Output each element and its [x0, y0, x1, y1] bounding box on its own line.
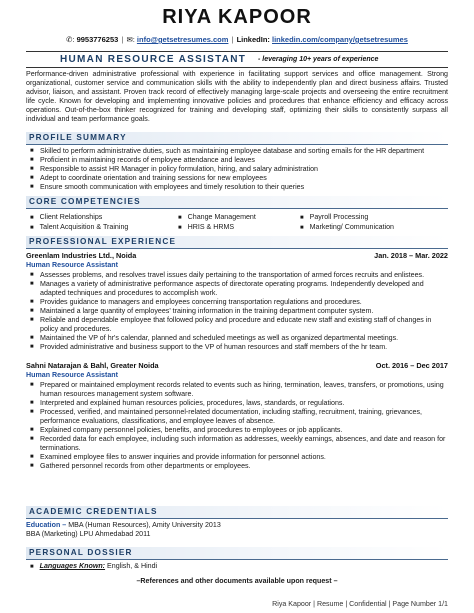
page-footer: Riya Kapoor | Resume | Confidential | Page Number 1/1: [272, 600, 448, 608]
section-underline: [26, 248, 448, 249]
education-line: Education – MBA (Human Resources), Amity University 2013: [26, 521, 221, 529]
list-item: ■ Reliable and dependable employee that followed policy and procedure and educate new staff and existing staff of changes in policy and procedures.: [30, 316, 432, 334]
section-underline: [26, 144, 448, 145]
job-header: [26, 251, 448, 260]
job-bullets: [26, 271, 448, 352]
bullet-icon: ■: [300, 215, 304, 221]
list-item: ■ Maintained a large quantity of employees' training information in the training department computer system.: [30, 307, 374, 316]
bullet-icon: ■: [30, 157, 34, 164]
list-item: ■ Recorded data for each employee, including such information as addresses, weekly earnings, absences, and date and reason for terminations.: [30, 435, 446, 453]
languages-line: [26, 562, 157, 570]
competency-item: ■ Client Relationships: [30, 213, 103, 221]
bullet-icon: ■: [30, 400, 34, 407]
section-profile-summary: [26, 132, 448, 144]
bullet-icon: ■: [30, 299, 34, 306]
languages-value: English, & Hindi: [107, 562, 158, 570]
bullet-icon: ■: [30, 463, 34, 470]
list-item: ■ Provided administrative and business support to the VP of human resources and staff members of the hr team.: [30, 343, 388, 352]
bullet-icon: ■: [30, 215, 34, 221]
education-line: BBA (Marketing) LPU Ahmedabad 2011: [26, 530, 151, 538]
section-core-competencies: [26, 196, 448, 208]
bullet-icon: ■: [30, 308, 34, 315]
job-title-subtitle: - leveraging 10+ years of experience: [258, 56, 379, 63]
bullet-icon: ■: [178, 225, 182, 231]
list-item: ■ Proficient in maintaining records of employee attendance and leaves: [30, 156, 255, 165]
section-title: CORE COMPETENCIES: [29, 197, 141, 206]
competency-item: ■ Talent Acquisition & Training: [30, 223, 129, 231]
bullet-icon: ■: [30, 335, 34, 342]
section-underline: [26, 559, 448, 560]
header-divider: [26, 51, 448, 52]
section-personal-dossier: [26, 547, 448, 559]
candidate-name: RIYA KAPOOR: [162, 6, 312, 28]
email-icon: ✉: [126, 35, 133, 44]
email-link[interactable]: info@getsetresumes.com: [136, 35, 229, 44]
headline: [26, 54, 448, 68]
section-title: PROFESSIONAL EXPERIENCE: [29, 237, 177, 246]
bullet-icon: ■: [30, 317, 34, 324]
phone-number: 9953776253: [76, 35, 119, 44]
bullet-icon: ■: [30, 436, 34, 443]
list-item: ■ Skilled to perform administrative duties, such as maintaining employee database and sorting emails for the HR department: [30, 147, 425, 155]
job-dates: Jan. 2018 – Mar. 2022: [374, 251, 448, 260]
company-name: Greenlam Industries Ltd., Noida: [26, 251, 137, 260]
section-academic-credentials: [26, 506, 448, 518]
list-item: ■ Processed, verified, and maintained personnel-related documentation, including staffing, recruitment, training, grievances, performance evaluations, classifications, and employee leaves of absence.: [30, 408, 422, 426]
section-underline: [26, 208, 448, 209]
bullet-icon: ■: [300, 225, 304, 231]
list-item: ■ Ensure smooth communication with employees and timely resolution to their queries: [30, 183, 305, 192]
list-item: ■ Adept to coordinate orientation and training sessions for new employees: [30, 174, 267, 183]
bullet-icon: ■: [30, 175, 34, 182]
colon: :: [132, 35, 137, 44]
bullet-icon: ■: [30, 344, 34, 351]
section-professional-experience: [26, 236, 448, 248]
list-item: ■ Responsible to assist HR Manager in policy formulation, hiring, and salary administration: [30, 165, 318, 174]
list-item: ■ Interpreted and explained human resources policies, procedures, laws, standards, or regulations.: [30, 399, 345, 408]
competency-item: ■ Change Management: [178, 213, 256, 221]
languages-label: Languages Known:: [39, 562, 106, 570]
bullet-icon: ■: [30, 281, 34, 288]
list-item: ■ Gathered personnel records from other departments or employees.: [30, 462, 251, 471]
bullet-icon: ■: [30, 225, 34, 231]
bullet-icon: ■: [30, 166, 34, 173]
job-bullets: [26, 381, 448, 471]
colon: :: [72, 35, 77, 44]
references-note: –References and other documents available upon request –: [136, 577, 338, 585]
competency-item: ■ Marketing/ Communication: [300, 223, 394, 231]
section-title: ACADEMIC CREDENTIALS: [29, 507, 158, 516]
bullet-icon: ■: [30, 382, 34, 388]
job-title: HUMAN RESOURCE ASSISTANT: [60, 54, 247, 65]
section-underline: [26, 518, 448, 519]
linkedin-label: LinkedIn:: [236, 35, 270, 44]
list-item: ■ Prepared or maintained employment records related to events such as hiring, termination, leaves, transfers, or promotions, using human resources management system software.: [30, 381, 444, 399]
list-item: ■ Examined employee files to answer inquiries and provide information for personnel actions.: [30, 453, 326, 462]
job-dates: Oct. 2016 – Dec 2017: [375, 361, 448, 370]
contact-line: [0, 35, 474, 44]
company-name: Sahni Natarajan & Bahl, Greater Noida: [26, 361, 159, 370]
bullet-icon: ■: [30, 148, 34, 154]
bullet-icon: ■: [178, 215, 182, 221]
list-item: ■ Manages a variety of administrative performance aspects of directorate operating programs. Independently developed and adapted techniques and procedures to accomplish work.: [30, 280, 424, 298]
list-item: ■ Provides guidance to managers and employees concerning transportation regulations and procedures.: [30, 298, 362, 307]
job-role: Human Resource Assistant: [26, 371, 118, 379]
phone-icon: ✆: [66, 35, 73, 44]
linkedin-link[interactable]: linkedin.com/company/getsetresumes: [272, 35, 408, 44]
bullet-icon: ■: [30, 272, 34, 278]
list-item: ■ Maintained the VP of hr's calendar, planned and scheduled meetings as well as organized departmental meetings.: [30, 334, 399, 343]
list-item: ■ Assesses problems, and resolves travel issues daily pertaining to the transportation of armed forces recruits and enlistees.: [30, 271, 425, 279]
job-role: Human Resource Assistant: [26, 261, 118, 269]
education-label: Education –: [26, 521, 67, 529]
divider: |: [121, 35, 124, 44]
bullet-icon: ■: [30, 564, 34, 570]
section-title: PROFILE SUMMARY: [29, 133, 127, 142]
bullet-icon: ■: [30, 184, 34, 191]
education-block: [26, 521, 221, 539]
list-item: ■ Explained company personnel policies, benefits, and procedures to employees or job applicants.: [30, 426, 343, 435]
bullet-icon: ■: [30, 454, 34, 461]
profile-summary-list: [26, 147, 448, 192]
job-header: [26, 361, 448, 370]
section-title: PERSONAL DOSSIER: [29, 548, 133, 557]
summary-paragraph: Performance-driven administrative professional with experience in facilitating support services and office management. Strong organizational, customer service and communication skills with the ability to independently plan and direct business affairs. Trusted advisor, liaison, and assistant. Proven track record of effectively managing large-scale projects and overseeing the entire recruitment life cycle. Known for developing and implementing innovative policies and procedures that enhance efficiency and efficacy across operations. Out-of-the-box thinker recognized for training and developing staff, optimizing their skills to consistently surpass all individual and team performance goals.: [26, 70, 448, 124]
bullet-icon: ■: [30, 427, 34, 434]
headline-divider: [26, 67, 448, 68]
competency-item: ■ HRIS & HRMS: [178, 223, 235, 231]
divider: |: [231, 35, 234, 44]
bullet-icon: ■: [30, 409, 34, 416]
competency-item: ■ Payroll Processing: [300, 213, 369, 221]
